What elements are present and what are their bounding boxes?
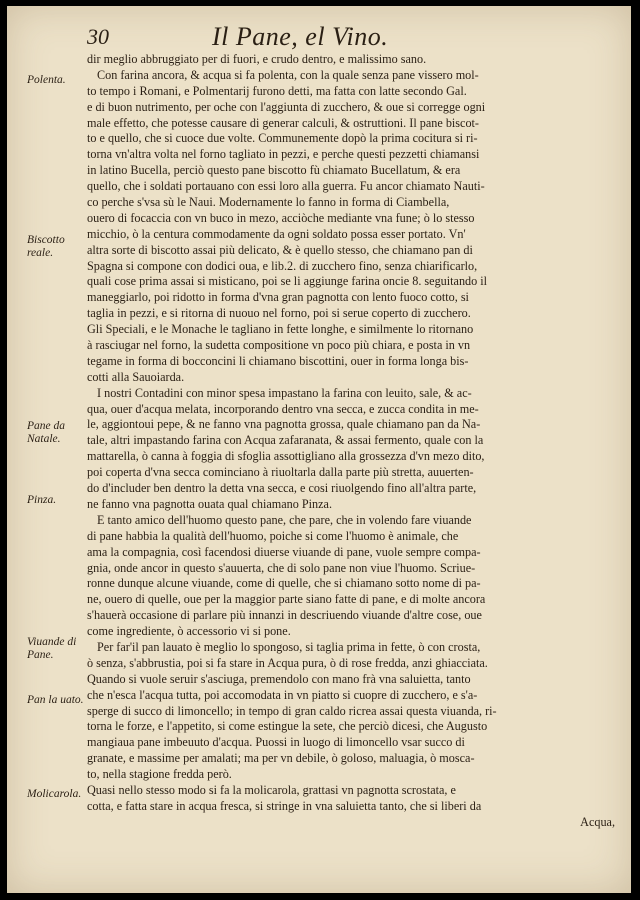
text-line: maneggiarlo, poi ridotto in forma d'vna gran pagnotta con lento fuoco cotto, si: [87, 290, 469, 305]
text-line: tegame in forma di bocconcini li chiamano biscottini, ouer in forma longa bis-: [87, 353, 469, 368]
text-line: torna vn'altra volta nel forno tagliato in pezzi, e perche questi pezzetti chiamansi: [87, 147, 480, 162]
text-line: co perche s'vsa sù le Naui. Modernamente lo fanno in forma di Ciambella,: [87, 195, 450, 210]
text-line: granate, e massime per amalati; ma per vn debile, ò goloso, maluagia, ò mosca-: [87, 751, 475, 766]
text-line: Quasi nello stesso modo si fa la molicarola, grattasi vn pagnotta scrostata, e: [87, 782, 456, 797]
text-line: ne, ouero di quelle, oue per la maggior parte siano fatte di pane, e di molte ancora: [87, 592, 486, 607]
book-page: [7, 6, 631, 893]
text-line: ama la compagnia, così facendosi diuerse viuande di pane, vuole sempre compa-: [87, 544, 481, 559]
text-line: gnia, onde ancor in questo s'auuerta, che di solo pane non viue l'huomo. Scriue-: [87, 560, 476, 575]
text-line: quali cose prima assai si misticano, poi se li aggiunge farina oncie 8. seguitando il: [87, 274, 488, 289]
margin-note-biscotto-reale: Biscotto reale.: [27, 234, 65, 259]
margin-note-molicarola: Molicarola.: [27, 788, 82, 800]
text-line: to tempo i Romani, e Polmentarij furono detti, ma fatta con latte secondo Gal.: [87, 83, 467, 98]
text-line: à rasciugar nel forno, la sudetta compositione vn poco più chiara, e posta in vn: [87, 338, 471, 353]
text-line: to e quello, che si cuoce due volte. Communemente dopò la prima cocitura si ri-: [87, 131, 478, 146]
text-line: cotta, e fatta stare in acqua fresca, si stringe in vna saluietta tanto, che si liberi da: [87, 798, 482, 813]
text-line: do d'includer ben dentro la detta vna secca, e cosi riuolgendo fino all'altra parte,: [87, 481, 477, 496]
page-number: 30: [87, 24, 109, 49]
text-line: mangiaua pane imbeuuto d'acqua. Puossi in luogo di limoncello vsar succo di: [87, 735, 465, 750]
text-line: I nostri Contadini con minor spesa impastano la farina con leuito, sale, & ac-: [97, 385, 472, 400]
text-line: sperge di succo di limoncello; in tempo di gran caldo ricrea assai questa viuanda, ri-: [87, 703, 497, 718]
text-line: tale, altri impastando farina con Acqua zafaranata, & assai fermento, quale con la: [87, 433, 484, 448]
text-line: male effetto, che potesse causare di generar calculi, & ostruttioni. Il pane biscot-: [87, 115, 479, 130]
margin-notes: [7, 6, 82, 893]
margin-note-pane-da-natale: Pane da Natale.: [27, 420, 66, 445]
running-title: Il Pane, el Vino.: [212, 22, 389, 51]
text-line: ouero di focaccia con vn buco in mezo, acciòche mediante vna fune; ò lo stesso: [87, 210, 475, 225]
text-line: dir meglio abbruggiato per di fuori, e crudo dentro, e malissimo sano.: [87, 52, 427, 66]
text-line: Acqua,: [580, 814, 615, 829]
text-line: Con farina ancora, & acqua si fa polenta, con la quale senza pane vissero mol-: [97, 67, 479, 82]
text-line: Spagna si compone con dodici oua, e lib.2. di zucchero fino, senza chiarificarlo,: [87, 258, 478, 273]
text-line: torna le forze, e l'appetito, si come estingue la sete, che perciò dicesi, che Augusto: [87, 719, 488, 734]
text-line: le, aggiontoui pepe, & ne fanno vna pagnotta grossa, quale chiamano pan da Na-: [87, 417, 481, 432]
text-line: E tanto amico dell'huomo questo pane, che pare, che in volendo fare viuande: [97, 512, 472, 527]
text-line: mattarella, ò canna à foggia di sfoglia assottigliano alla grossezza d'vn mezo dito,: [87, 449, 485, 464]
text-line: altra sorte di biscotto assai più delicato, & è quello stesso, che chiamano pan di: [87, 242, 473, 257]
text-line: in latino Bucella, perciò questo pane biscotto fù chiamato Bucellatum, & era: [87, 163, 461, 178]
margin-note-pinza: Pinza.: [27, 494, 57, 506]
text-line: cotti alla Sauoiarda.: [87, 369, 185, 384]
page-header: [87, 24, 557, 54]
margin-note-pan-lauato: Pan la uato.: [27, 694, 84, 706]
text-line: poi coperta d'vna secca cominciano à riuoltarla dalla parte più stretta, auuerten-: [87, 465, 474, 480]
text-line: ne fanno vna pagnotta ouata qual chiamano Pinza.: [87, 496, 333, 511]
text-line: Quando si vuole seruir s'asciuga, premendolo con mano frà vna saluietta, tanto: [87, 671, 471, 686]
text-line: to, nella stagione fredda però.: [87, 767, 232, 782]
text-line: micchio, ò la centura commodamente da ogni soldato possa esser portato. Vn': [87, 226, 466, 241]
body-text: [87, 52, 621, 831]
text-line: taglia in pezzi, e si ritorna di nuouo nel forno, poi si serue coperto di zucchero.: [87, 306, 471, 321]
text-line: di pane habbia la qualità dell'huomo, poiche si come l'huomo è animale, che: [87, 528, 459, 543]
text-line: e di buon nutrimento, per oche con l'aggiunta di zucchero, & oue si corregge ogni: [87, 99, 486, 114]
text-line: ronne dunque alcune viuande, come di quelle, che si chiamano sotto nome di pa-: [87, 576, 481, 591]
text-line: Per far'il pan lauato è meglio lo spongoso, si taglia prima in fette, ò con crosta,: [97, 639, 481, 654]
text-line: qua, ouer d'acqua melata, incorporando dentro vna secca, e zucca condita in me-: [87, 401, 479, 416]
text-line: Gli Speciali, e le Monache le tagliano in fette longhe, e similmente lo ritornano: [87, 322, 474, 337]
text-line: quello, che i soldati portauano con essi loro alla guerra. Fu ancor chiamato Nauti-: [87, 179, 485, 194]
text-line: che n'esca l'acqua tutta, poi accomodata in vn piatto si cuopre di zucchero, e s'a-: [87, 687, 478, 702]
margin-note-viuande-di-pane: Viuande di Pane.: [27, 636, 77, 661]
text-line: s'hauerà occasione di parlare più innanzi in descriuendo viuande d'altre cose, oue: [87, 608, 482, 623]
text-line: ò senza, s'abbrustia, poi si fa stare in Acqua pura, ò di rose fredda, anzi ghiacciata.: [87, 655, 488, 670]
margin-note-polenta: Polenta.: [27, 74, 66, 86]
text-line: come ingrediente, ò accessorio vi si pone.: [87, 624, 291, 639]
